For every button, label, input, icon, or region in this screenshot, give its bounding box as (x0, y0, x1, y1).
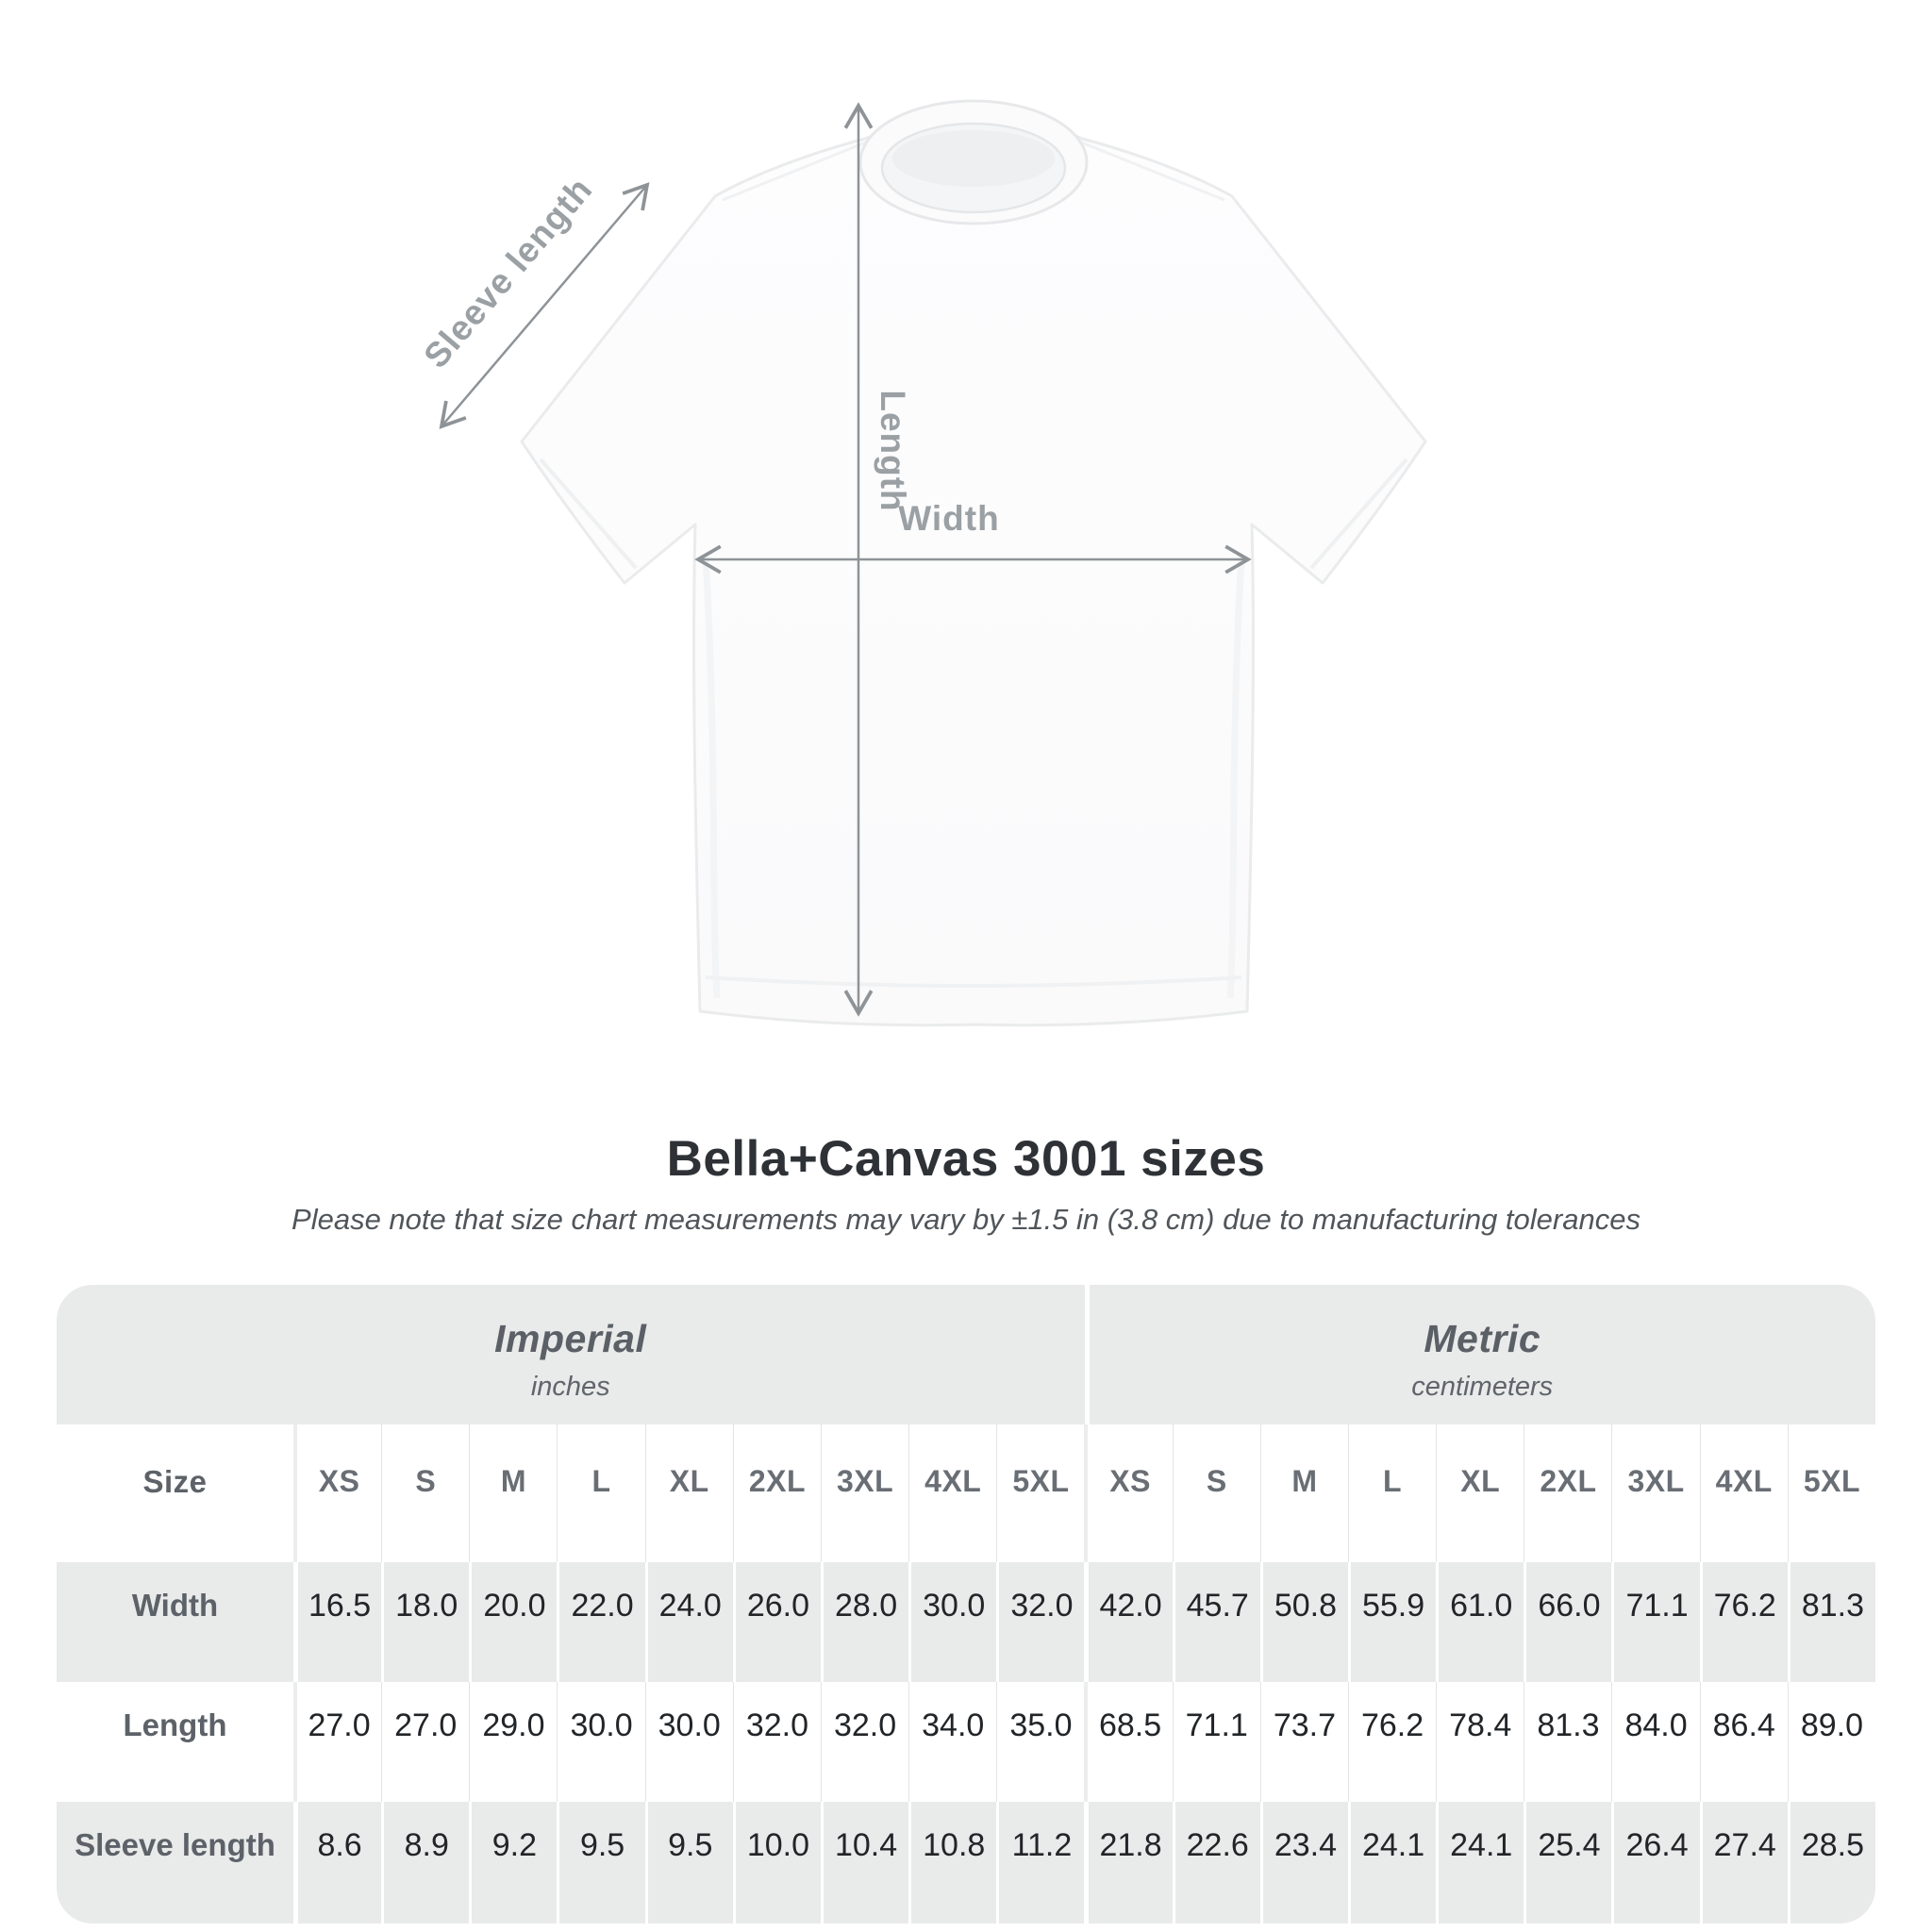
sleeve-length-label: Sleeve length (416, 169, 600, 375)
length-label: Length (874, 390, 912, 512)
width-imperial-s: 18.0 (381, 1562, 469, 1682)
imperial-section-header (57, 1285, 1085, 1424)
length-metric-xs: 68.5 (1084, 1682, 1172, 1802)
length-imperial-xs: 27.0 (293, 1682, 381, 1802)
size-table (57, 1285, 1875, 1924)
unit-header-band (57, 1285, 1875, 1424)
length-imperial-xl: 30.0 (645, 1682, 733, 1802)
length-metric-2xl: 81.3 (1524, 1682, 1611, 1802)
collar-back-shadow (892, 130, 1055, 187)
width-metric-5xl: 81.3 (1788, 1562, 1875, 1682)
sleeve-imperial-s: 8.9 (381, 1802, 469, 1924)
length-metric-5xl: 89.0 (1788, 1682, 1875, 1802)
width-metric-m: 50.8 (1260, 1562, 1348, 1682)
length-metric-xl: 78.4 (1436, 1682, 1524, 1802)
col-header-metric-5xl: 5XL (1788, 1424, 1875, 1562)
width-imperial-3xl: 28.0 (821, 1562, 908, 1682)
width-imperial-5xl: 32.0 (996, 1562, 1084, 1682)
sleeve-metric-2xl: 25.4 (1524, 1802, 1611, 1924)
col-header-imperial-xs: XS (293, 1424, 381, 1562)
sleeve-imperial-4xl: 10.8 (908, 1802, 996, 1924)
sleeve-metric-4xl: 27.4 (1700, 1802, 1788, 1924)
length-imperial-2xl: 32.0 (733, 1682, 821, 1802)
metric-unit: centimeters (1411, 1372, 1554, 1402)
length-imperial-3xl: 32.0 (821, 1682, 908, 1802)
col-header-imperial-l: L (557, 1424, 644, 1562)
sleeve-metric-s: 22.6 (1173, 1802, 1260, 1924)
sleeve-metric-xl: 24.1 (1436, 1802, 1524, 1924)
col-header-metric-xl: XL (1436, 1424, 1524, 1562)
sleeve-metric-xs: 21.8 (1084, 1802, 1172, 1924)
length-imperial-l: 30.0 (557, 1682, 644, 1802)
size-column-header: Size (142, 1464, 208, 1499)
col-header-imperial-5xl: 5XL (996, 1424, 1084, 1562)
length-imperial-5xl: 35.0 (996, 1682, 1084, 1802)
length-metric-4xl: 86.4 (1700, 1682, 1788, 1802)
title-block (0, 1130, 1932, 1237)
width-metric-xl: 61.0 (1436, 1562, 1524, 1682)
sleeve-imperial-5xl: 11.2 (996, 1802, 1084, 1924)
col-header-imperial-2xl: 2XL (733, 1424, 821, 1562)
sleeve-metric-3xl: 26.4 (1611, 1802, 1699, 1924)
table-row-length (57, 1682, 1875, 1802)
length-metric-s: 71.1 (1173, 1682, 1260, 1802)
length-metric-3xl: 84.0 (1611, 1682, 1699, 1802)
length-metric-l: 76.2 (1348, 1682, 1436, 1802)
col-header-metric-s: S (1173, 1424, 1260, 1562)
width-metric-s: 45.7 (1173, 1562, 1260, 1682)
imperial-label: Imperial (494, 1317, 647, 1360)
width-imperial-xs: 16.5 (293, 1562, 381, 1682)
page-title: Bella+Canvas 3001 sizes (666, 1131, 1266, 1187)
col-header-metric-xs: XS (1084, 1424, 1172, 1562)
sleeve-imperial-3xl: 10.4 (821, 1802, 908, 1924)
table-row-sleeve (57, 1802, 1875, 1924)
sleeve-metric-m: 23.4 (1260, 1802, 1348, 1924)
row-label-width: Width (131, 1588, 219, 1623)
width-metric-3xl: 71.1 (1611, 1562, 1699, 1682)
metric-label: Metric (1424, 1317, 1541, 1360)
col-header-imperial-xl: XL (645, 1424, 733, 1562)
page-subtitle: Please note that size chart measurements may vary by ±1.5 in (3.8 cm) due to manufacturing tolerances (291, 1203, 1641, 1236)
col-header-metric-3xl: 3XL (1611, 1424, 1699, 1562)
col-header-imperial-4xl: 4XL (908, 1424, 996, 1562)
width-metric-4xl: 76.2 (1700, 1562, 1788, 1682)
width-imperial-4xl: 30.0 (908, 1562, 996, 1682)
length-imperial-m: 29.0 (469, 1682, 557, 1802)
width-metric-l: 55.9 (1348, 1562, 1436, 1682)
sleeve-imperial-xl: 9.5 (645, 1802, 733, 1924)
imperial-unit: inches (530, 1372, 610, 1402)
col-header-imperial-3xl: 3XL (821, 1424, 908, 1562)
sleeve-metric-5xl: 28.5 (1788, 1802, 1875, 1924)
metric-section-header (1085, 1285, 1876, 1424)
table-row-width (57, 1562, 1875, 1682)
col-header-metric-4xl: 4XL (1700, 1424, 1788, 1562)
table-header-row (57, 1424, 1875, 1562)
width-metric-2xl: 66.0 (1524, 1562, 1611, 1682)
width-imperial-2xl: 26.0 (733, 1562, 821, 1682)
col-header-metric-m: M (1260, 1424, 1348, 1562)
row-label-length: Length (123, 1707, 227, 1742)
sleeve-imperial-l: 9.5 (557, 1802, 644, 1924)
col-header-imperial-s: S (381, 1424, 469, 1562)
col-header-metric-2xl: 2XL (1524, 1424, 1611, 1562)
width-metric-xs: 42.0 (1084, 1562, 1172, 1682)
col-header-imperial-m: M (469, 1424, 557, 1562)
sleeve-imperial-2xl: 10.0 (733, 1802, 821, 1924)
row-label-sleeve: Sleeve length (75, 1827, 275, 1862)
width-label: Width (898, 499, 1000, 538)
width-imperial-xl: 24.0 (645, 1562, 733, 1682)
length-imperial-s: 27.0 (381, 1682, 469, 1802)
sleeve-imperial-m: 9.2 (469, 1802, 557, 1924)
tshirt-illustration (522, 101, 1425, 1025)
sleeve-metric-l: 24.1 (1348, 1802, 1436, 1924)
length-imperial-4xl: 34.0 (908, 1682, 996, 1802)
width-imperial-m: 20.0 (469, 1562, 557, 1682)
col-header-metric-l: L (1348, 1424, 1436, 1562)
width-imperial-l: 22.0 (557, 1562, 644, 1682)
length-metric-m: 73.7 (1260, 1682, 1348, 1802)
sleeve-imperial-xs: 8.6 (293, 1802, 381, 1924)
tshirt-diagram (283, 52, 1509, 1099)
